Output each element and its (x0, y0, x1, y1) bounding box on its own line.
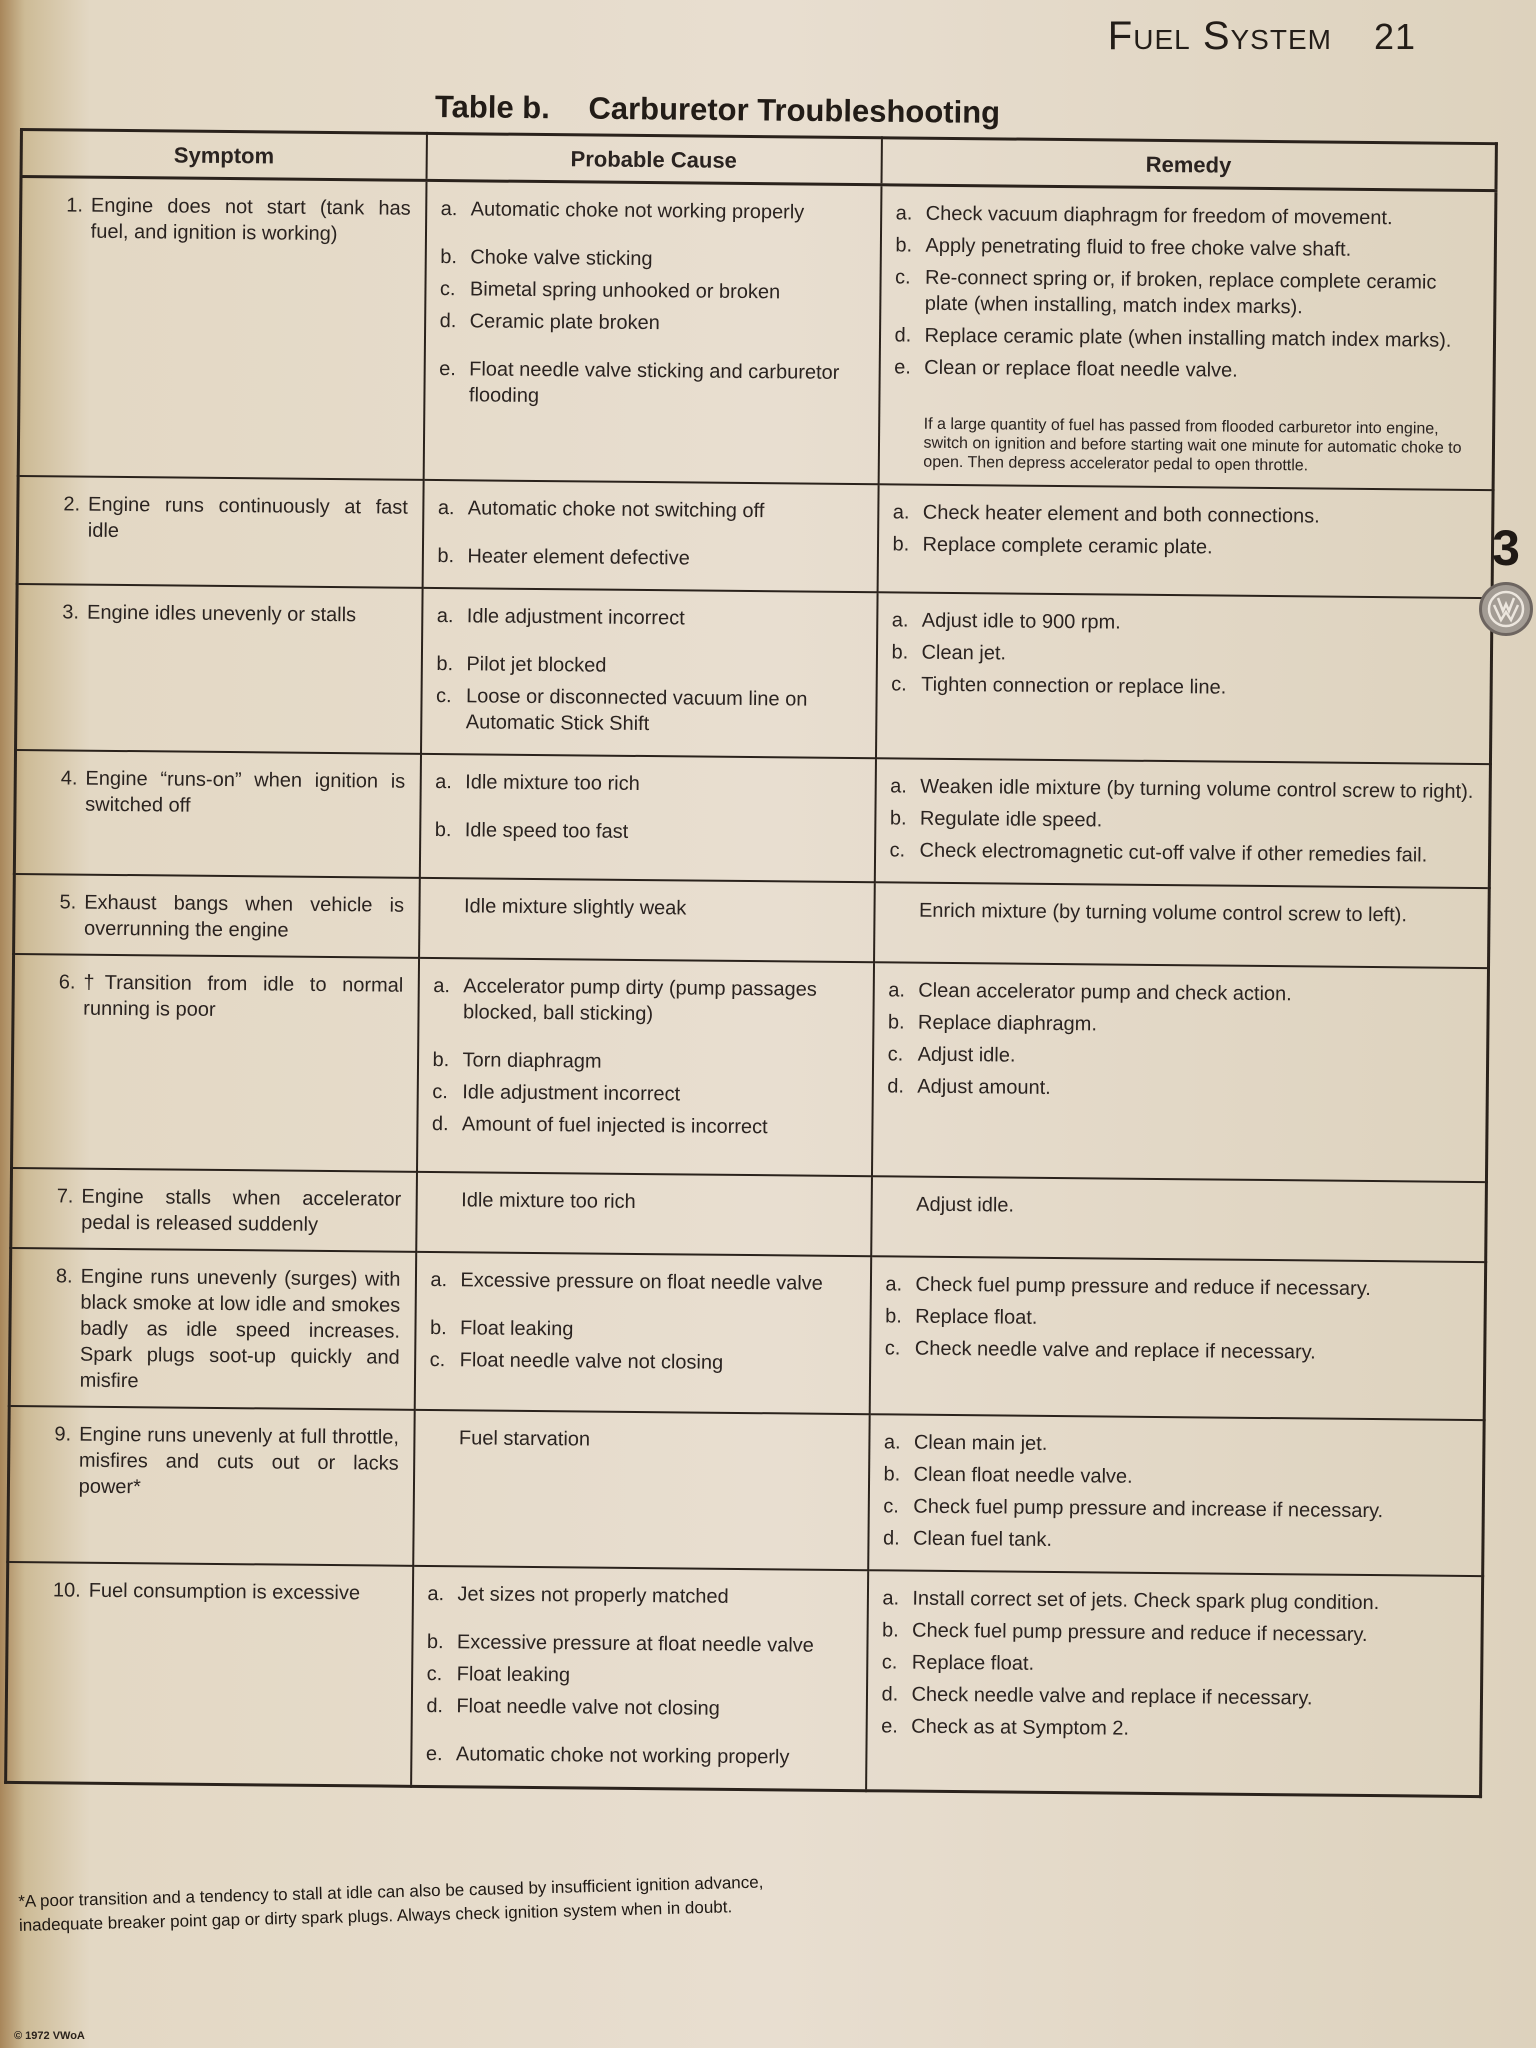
item-text: Apply penetrating fluid to free choke valve shaft. (925, 234, 1352, 261)
column-header-remedy: Remedy (881, 138, 1496, 191)
item-letter: a. (883, 1431, 901, 1454)
symptom-cell (9, 1248, 415, 1410)
item-letter: a. (885, 1273, 903, 1296)
remedy-cell (875, 592, 1492, 764)
item-letter: a. (895, 202, 913, 225)
symptom (33, 491, 408, 547)
item-text: Bimetal spring unhooked or broken (469, 278, 781, 304)
copyright: © 1972 VWoA (14, 2030, 85, 2042)
symptom-cell (12, 954, 419, 1172)
symptom-text: Engine idles unevenly or stalls (86, 601, 357, 627)
item-text: Tighten connection or replace line. (921, 673, 1227, 699)
cause-text: Idle mixture too rich (461, 1189, 636, 1213)
remedy-text: Enrich mixture (by turning volume control screw to left). (918, 899, 1408, 927)
table-label: Table b. (434, 89, 551, 126)
remedy-item (883, 1493, 1468, 1525)
vw-logo-icon (1479, 582, 1533, 636)
symptom (36, 192, 411, 248)
table-row (16, 584, 1493, 764)
symptom-number: 8. (55, 1265, 73, 1288)
item-text: Float needle valve not closing (459, 1349, 724, 1374)
item-letter: c. (432, 1081, 448, 1104)
item-letter: c. (884, 1337, 901, 1360)
symptom-number: 7. (56, 1185, 74, 1208)
symptom (30, 765, 405, 821)
chapter-tab (1476, 520, 1536, 636)
item-text: Weaken idle mixture (by turning volume control screw to right). (920, 775, 1474, 803)
cause-item (437, 543, 862, 573)
item-text: Regulate idle speed. (919, 807, 1103, 832)
symptom (25, 1263, 401, 1397)
table-row (18, 177, 1496, 491)
item-letter: a. (427, 1582, 445, 1606)
symptom (23, 1577, 398, 1607)
table-row (17, 476, 1493, 598)
cause-text: Fuel starvation (458, 1427, 591, 1451)
symptom-text: Engine runs unevenly (surges) with black smoke at low idle and smokes badly as idle speed increases. Spark plugs soot-up quickly and misfire (79, 1265, 401, 1393)
symptom-number: 5. (59, 891, 77, 914)
remedy-item (888, 1041, 1473, 1073)
item-letter: c. (891, 673, 907, 696)
cause-cell (413, 1410, 869, 1570)
cause-item (427, 1581, 852, 1611)
remedy-cell (866, 1570, 1483, 1796)
item-letter: e. (425, 1742, 443, 1766)
symptom-cell (17, 476, 423, 588)
remedy-cell (878, 185, 1496, 490)
item-letter: a. (892, 501, 910, 524)
cause-item (426, 1693, 851, 1723)
item-letter: d. (894, 324, 912, 347)
symptom (24, 1421, 399, 1503)
item-letter: b. (437, 545, 455, 568)
cause-item (439, 356, 864, 412)
symptom-text: Engine does not start (tank has fuel, and ignition is working) (90, 194, 411, 246)
cause-item (430, 1347, 855, 1377)
item-text: Idle adjustment incorrect (462, 1081, 681, 1106)
item-letter: a. (890, 775, 908, 798)
item-text: Replace float. (915, 1305, 1038, 1329)
troubleshooting-table-container (4, 128, 1498, 1798)
remedy-item (882, 1617, 1467, 1649)
cause-cell (416, 1172, 872, 1256)
page-number: 21 (1373, 16, 1416, 57)
cause-item (440, 276, 865, 306)
item-text: Automatic choke not working properly (455, 1743, 790, 1769)
item-text: Check heater element and both connections. (922, 501, 1320, 528)
item-text: Heater element defective (467, 545, 690, 570)
item-text: Loose or disconnected vacuum line on Automatic Stick Shift (465, 685, 808, 736)
item-letter: a. (437, 497, 455, 520)
cause-item (440, 244, 865, 274)
symptom-number: 10. (52, 1579, 81, 1602)
item-text: Automatic choke not switching off (467, 497, 765, 523)
remedy-item (887, 1073, 1472, 1105)
symptom-cell (11, 1168, 417, 1252)
item-letter: d. (881, 1683, 899, 1706)
footnote: *A poor transition and a tendency to stall at idle can also be caused by insufficient ignition advance, inadequate breaker point gap or dirty spark plugs. Always check ignition system when in doubt. (18, 1872, 764, 1935)
symptom (28, 969, 403, 1025)
table-title-text: Carburetor Troubleshooting (588, 90, 1001, 130)
item-text: Adjust idle. (917, 1043, 1016, 1067)
item-letter: a. (430, 1268, 448, 1292)
remedy-item (882, 1649, 1467, 1681)
item-letter: a. (882, 1587, 900, 1610)
symptom-text: Engine runs continuously at fast idle (87, 493, 408, 542)
item-text: Jet sizes not properly matched (457, 1583, 729, 1608)
item-text: Install correct set of jets. Check spark plug condition. (912, 1587, 1380, 1615)
item-text: Replace complete ceramic plate. (922, 533, 1213, 559)
item-text: Float leaking (459, 1317, 574, 1341)
symptom-text: Engine stalls when accelerator pedal is released suddenly (81, 1185, 402, 1236)
cause-item (441, 196, 866, 226)
item-letter: c. (895, 266, 911, 289)
table-row (9, 1248, 1485, 1420)
symptom-number: 6. (58, 971, 76, 994)
item-letter: e. (881, 1715, 898, 1738)
symptom-number: 2. (63, 493, 81, 516)
item-letter: d. (426, 1694, 444, 1718)
item-letter: c. (435, 685, 452, 708)
item-text: Ceramic plate broken (469, 310, 660, 335)
item-letter: e. (894, 356, 912, 379)
item-letter: a. (888, 979, 906, 1002)
item-letter: b. (432, 1049, 450, 1072)
item-letter: b. (440, 246, 458, 269)
remedy-cell (871, 1176, 1487, 1262)
remedy-item (896, 200, 1481, 232)
item-letter: c. (881, 1651, 898, 1674)
item-text: Pilot jet blocked (466, 653, 607, 677)
table-row (12, 954, 1489, 1182)
item-text: Float needle valve sticking and carburetor flooding (468, 358, 840, 407)
symptom-cell (8, 1406, 414, 1566)
item-text: Excessive pressure on float needle valve (460, 1269, 823, 1295)
cause-item (432, 1047, 857, 1077)
item-letter: b. (891, 641, 909, 664)
item-letter: c. (439, 278, 456, 301)
symptom (26, 1183, 401, 1239)
table-row (6, 1562, 1483, 1797)
item-text: Clean float needle valve. (913, 1463, 1133, 1488)
cause-item (436, 683, 861, 739)
remedy-note: If a large quantity of fuel has passed from flooded carburetor into engine, switch on ignition and before starting wait one minute for automatic choke to open. Then depress accelerator pedal to open throttle. (923, 415, 1462, 475)
item-letter: b. (887, 1011, 905, 1034)
remedy-cell (871, 962, 1488, 1182)
remedy-item (890, 773, 1475, 805)
table-row (14, 750, 1490, 888)
item-text: Check as at Symptom 2. (911, 1715, 1130, 1740)
item-letter: a. (440, 198, 458, 221)
remedy-item (885, 1303, 1470, 1335)
symptom (32, 599, 407, 629)
running-header (1108, 14, 1416, 59)
item-text: Idle speed too fast (464, 819, 629, 843)
item-text: Clean jet. (921, 641, 1007, 665)
table-row (8, 1406, 1484, 1576)
remedy-item (881, 1713, 1466, 1745)
cause-item (426, 1741, 851, 1771)
item-text: Re-connect spring or, if broken, replace complete ceramic plate (when installing, match index marks). (924, 266, 1437, 319)
remedy-item (895, 264, 1480, 322)
cause-item (430, 1267, 855, 1297)
item-text: Amount of fuel injected is incorrect (461, 1113, 768, 1139)
item-text: Check needle valve and replace if necessary. (911, 1683, 1313, 1710)
item-text: Torn diaphragm (462, 1049, 602, 1073)
item-text: Check vacuum diaphragm for freedom of movement. (925, 202, 1393, 230)
item-text: Clean accelerator pump and check action. (918, 979, 1292, 1006)
item-letter: a. (433, 975, 451, 998)
item-text: Float needle valve not closing (456, 1695, 720, 1720)
symptom-cell (16, 584, 423, 754)
item-text: Adjust amount. (917, 1075, 1051, 1099)
item-letter: b. (895, 234, 913, 257)
remedy-item (891, 671, 1476, 703)
item-text: Accelerator pump dirty (pump passages blocked, ball sticking) (462, 975, 817, 1026)
item-text: Replace diaphragm. (917, 1011, 1098, 1036)
item-letter: b. (426, 1630, 444, 1654)
remedy-item (893, 499, 1478, 531)
symptom-cell (14, 874, 420, 958)
item-letter: c. (889, 839, 906, 862)
remedy-item (892, 607, 1477, 639)
item-letter: b. (889, 807, 907, 830)
symptom-cell (6, 1562, 413, 1786)
remedy-item (894, 354, 1479, 386)
table-row (14, 874, 1490, 968)
symptom-cell (18, 177, 426, 480)
item-text: Check fuel pump pressure and reduce if necessary. (912, 1619, 1368, 1647)
item-letter: d. (887, 1075, 905, 1098)
remedy-item (890, 805, 1475, 837)
item-letter: b. (882, 1619, 899, 1642)
remedy-item (881, 1681, 1466, 1713)
symptom-text: Exhaust bangs when vehicle is overrunning the engine (83, 891, 405, 942)
cause-cell (411, 1566, 868, 1791)
section-title: Fuel System (1107, 14, 1332, 58)
remedy-item (891, 639, 1476, 671)
item-text: Adjust idle to 900 rpm. (921, 609, 1121, 634)
item-text: Automatic choke not working properly (470, 198, 805, 224)
column-header-cause: Probable Cause (426, 133, 881, 184)
symptom-cell (14, 750, 420, 878)
remedy-item (889, 837, 1474, 869)
item-text: Replace float. (911, 1651, 1035, 1675)
item-letter: a. (435, 771, 453, 794)
item-text: Replace ceramic plate (when installing match index marks). (924, 324, 1452, 352)
remedy-item (888, 977, 1473, 1009)
remedy-item (894, 322, 1479, 354)
item-text: Clean main jet. (913, 1431, 1048, 1455)
cause-cell (414, 1252, 870, 1414)
item-text: Check needle valve and replace if necessary. (914, 1337, 1316, 1364)
symptom-text: Engine “runs-on” when ignition is switched off (85, 767, 406, 817)
item-letter: d. (439, 310, 457, 333)
item-text: Idle adjustment incorrect (466, 605, 685, 630)
remedy-item (888, 1009, 1473, 1041)
item-letter: a. (891, 609, 909, 632)
cause-item (427, 1629, 852, 1659)
item-letter: d. (882, 1527, 900, 1550)
remedy-item (884, 1429, 1469, 1461)
symptom-number: 9. (54, 1423, 72, 1446)
cause-item (440, 308, 865, 338)
symptom-number: 4. (60, 767, 78, 790)
item-letter: c. (426, 1662, 443, 1686)
symptom-number: 1. (66, 194, 84, 217)
item-letter: a. (436, 605, 454, 628)
item-letter: b. (436, 653, 454, 676)
cause-cell (423, 180, 881, 484)
cause-item (436, 651, 861, 681)
cause-text: Idle mixture slightly weak (463, 895, 687, 920)
cause-item (432, 1079, 857, 1109)
symptom-text: Fuel consumption is excessive (88, 1579, 361, 1605)
cause-cell (421, 588, 878, 758)
item-text: Clean fuel tank. (912, 1527, 1053, 1551)
item-letter: b. (892, 533, 910, 556)
item-text: Choke valve sticking (470, 246, 653, 271)
item-letter: b. (434, 819, 452, 842)
item-letter: b. (885, 1305, 902, 1328)
item-text: Float leaking (456, 1663, 571, 1687)
table-title (435, 89, 1000, 131)
item-letter: d. (431, 1113, 449, 1136)
cause-cell (419, 754, 875, 882)
item-text: Clean or replace float needle valve. (924, 356, 1238, 382)
remedy-cell (868, 1414, 1484, 1576)
item-letter: b. (429, 1316, 447, 1340)
remedy-cell (874, 882, 1490, 968)
remedy-item (883, 1525, 1468, 1557)
cause-item (435, 817, 860, 847)
table-row (11, 1168, 1487, 1262)
remedy-item (883, 1461, 1468, 1493)
item-letter: e. (439, 358, 456, 381)
cause-item (435, 769, 860, 799)
item-letter: b. (883, 1463, 901, 1486)
symptom-number: 3. (62, 601, 80, 624)
remedy-cell (874, 758, 1490, 888)
remedy-item (885, 1335, 1470, 1367)
cause-item (433, 973, 858, 1029)
symptom-text: †Transition from idle to normal running is poor (83, 971, 404, 1021)
cause-item (430, 1315, 855, 1345)
cause-cell (422, 480, 878, 592)
remedy-cell (877, 484, 1493, 598)
vw-emblem-icon (1486, 589, 1526, 629)
item-letter: c. (883, 1495, 899, 1518)
remedy-item (892, 531, 1477, 563)
remedy-cell (869, 1256, 1485, 1420)
troubleshooting-table (4, 128, 1498, 1798)
cause-cell (419, 878, 875, 962)
cause-item (427, 1661, 852, 1691)
remedy-item (895, 232, 1480, 264)
cause-item (437, 603, 862, 633)
item-letter: c. (429, 1348, 446, 1372)
remedy-item (882, 1585, 1467, 1617)
chapter-number: 3 (1492, 520, 1520, 576)
item-text: Check fuel pump pressure and reduce if necessary. (915, 1273, 1371, 1301)
column-header-symptom: Symptom (21, 130, 426, 181)
cause-item (438, 495, 863, 525)
remedy-text: Adjust idle. (916, 1193, 1015, 1217)
cause-item (432, 1111, 857, 1141)
item-text: Check electromagnetic cut-off valve if other remedies fail. (919, 839, 1428, 867)
cause-cell (416, 958, 873, 1176)
item-text: Check fuel pump pressure and increase if necessary. (913, 1495, 1384, 1523)
remedy-item (885, 1271, 1470, 1303)
item-letter: c. (887, 1043, 904, 1066)
item-text: Idle mixture too rich (465, 771, 640, 795)
table-body (6, 177, 1496, 1797)
symptom-text: Engine runs unevenly at full throttle, misfires and cuts out or lacks power* (78, 1423, 400, 1499)
symptom (29, 889, 404, 945)
item-text: Excessive pressure at float needle valve (456, 1631, 814, 1657)
